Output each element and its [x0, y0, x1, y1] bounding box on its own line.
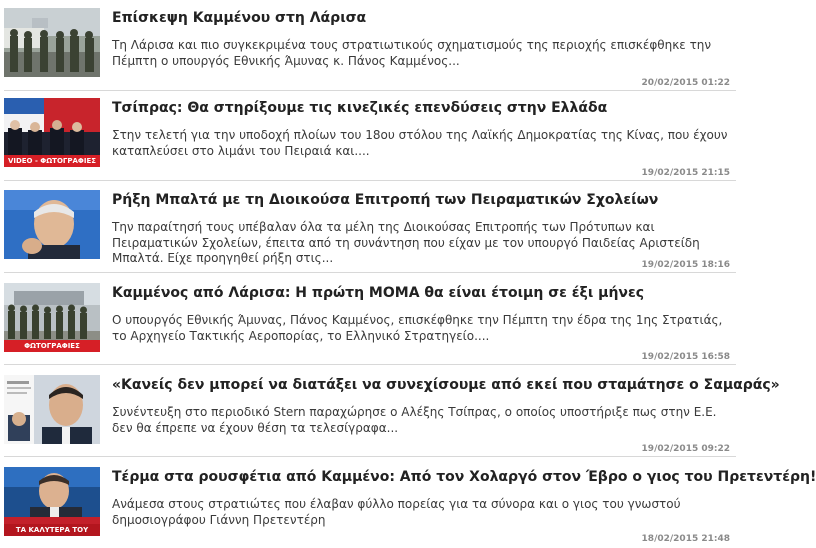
article-date: 19/02/2015 21:15	[641, 168, 730, 178]
thumbnail-label: ΦΩΤΟΓΡΑΦΙΕΣ	[4, 340, 100, 352]
article-title[interactable]: Καμμένος από Λάρισα: Η πρώτη ΜΟΜΑ θα είναι έτοιμη σε έξι μήνες	[112, 285, 645, 301]
divider	[4, 364, 736, 365]
article-thumbnail[interactable]	[4, 8, 100, 77]
article-thumbnail[interactable]	[4, 467, 100, 546]
article-summary: Στην τελετή για την υποδοχή πλοίων του 18ου στόλου της Λαϊκής Δημοκρατίας της Κίνας, που έχουν καταπλεύσει στο λιμάνι του Πειραιά και....	[112, 128, 728, 158]
article-summary: Τη Λάρισα και πιο συγκεκριμένα τους στρατιωτικούς σχηματισμούς της περιοχής επισκέφθηκε την Πέμπτη ο υπουργός Εθνικής Άμυνας κ. Πάνος Καμμένος...	[112, 38, 712, 68]
article-date: 19/02/2015 18:16	[641, 260, 730, 270]
thumbnail-label: ΤΑ ΚΑΛΥΤΕΡΑ ΤΟΥ ΔΙΑΔΙΚΤΥΟΥ	[4, 524, 100, 536]
article-date: 19/02/2015 09:22	[641, 444, 730, 454]
article-title[interactable]: Τσίπρας: Θα στηρίξουμε τις κινεζικές επενδύσεις στην Ελλάδα	[112, 100, 608, 116]
article-title[interactable]: Επίσκεψη Καμμένου στη Λάρισα	[112, 10, 367, 26]
article-thumbnail[interactable]	[4, 190, 100, 259]
article-title[interactable]: Τέρμα στα ρουσφέτια από Καμμένο: Από τον Χολαργό στον Έβρο ο γιος του Πρετεντέρη!	[112, 469, 816, 485]
portrait-photo-icon	[4, 190, 100, 259]
divider	[4, 456, 736, 457]
thumbnail-label: VIDEO - ΦΩΤΟΓΡΑΦΙΕΣ	[4, 155, 100, 167]
article-summary: Συνέντευξη στο περιοδικό Stern παραχώρησε ο Αλέξης Τσίπρας, ο οποίος υποστήριξε πως στην Ε.Ε. δεν θα έπρεπε να έχουν θέση τα τελεσίγραφα...	[112, 405, 717, 435]
article-thumbnail[interactable]	[4, 375, 100, 444]
article-summary: Ο υπουργός Εθνικής Άμυνας, Πάνος Καμμένος, επισκέφθηκε την Πέμπτη την έδρα της 1ης Στρατιάς, το Αρχηγείο Τακτικής Αεροπορίας, το Ελληνικό Στρατηγείο....	[112, 313, 723, 343]
soldiers-photo-icon	[4, 8, 100, 77]
article-thumbnail[interactable]	[4, 283, 100, 352]
article-date: 19/02/2015 16:58	[641, 352, 730, 362]
article-summary: Ανάμεσα στους στρατιώτες που έλαβαν φύλλο πορείας για τα σύνορα και ο γιος του γνωστού δημοσιογράφου Γιάννη Πρετεντέρη	[112, 497, 681, 527]
article-date: 20/02/2015 01:22	[641, 78, 730, 88]
divider	[4, 180, 736, 181]
article-title[interactable]: Ρήξη Μπαλτά με τη Διοικούσα Επιτροπή των Πειραματικών Σχολείων	[112, 192, 659, 208]
divider	[4, 272, 736, 273]
article-summary: Την παραίτησή τους υπέβαλαν όλα τα μέλη της Διοικούσας Επιτροπής των Πρότυπων και Πειραματικών Σχολείων, έπειτα από τη συνάντηση που είχαν με τον υπουργό Παιδείας Αριστείδη Μπαλτά. Είχε προηγηθεί ρήξη στις...	[112, 220, 700, 265]
divider	[4, 90, 736, 91]
article-date: 18/02/2015 21:48	[641, 534, 730, 544]
article-title[interactable]: «Κανείς δεν μπορεί να διατάξει να συνεχίσουμε από εκεί που σταμάτησε ο Σαμαράς»	[112, 377, 780, 393]
article-thumbnail[interactable]	[4, 98, 100, 167]
magazine-portrait-icon	[4, 375, 100, 444]
